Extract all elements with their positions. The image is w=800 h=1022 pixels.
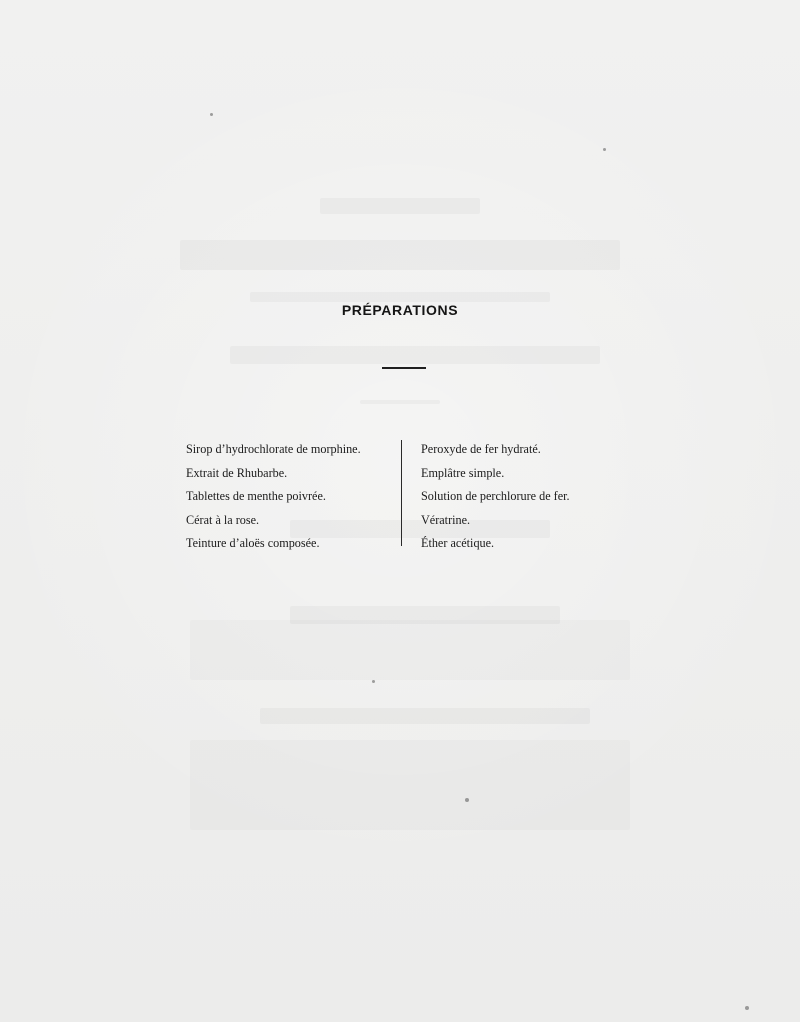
preparations-list [186,438,616,548]
paper-speck [210,113,213,116]
paper-speck [745,1006,749,1010]
list-item: Teinture d’aloës composée. [186,536,320,550]
list-item: Peroxyde de fer hydraté. [421,442,541,456]
paper-speck [372,680,375,683]
list-item: Vératrine. [421,512,471,527]
list-item: Éther acétique. [421,536,495,550]
column-divider [401,440,402,546]
page-title: PRÉPARATIONS [341,302,459,318]
list-item: Emplâtre simple. [421,465,505,480]
right-column [421,438,621,556]
list-item: Extrait de Rhubarbe. [186,465,288,480]
paper-speck [465,798,469,802]
list-item: Sirop d’hydrochlorate de morphine. [186,442,361,456]
left-column [186,438,396,556]
list-item: Solution de perchlorure de fer. [421,489,570,503]
list-item: Tablettes de menthe poivrée. [186,489,326,503]
title-rule [382,367,426,369]
paper-speck [603,148,606,151]
list-item: Cérat à la rose. [186,512,260,527]
